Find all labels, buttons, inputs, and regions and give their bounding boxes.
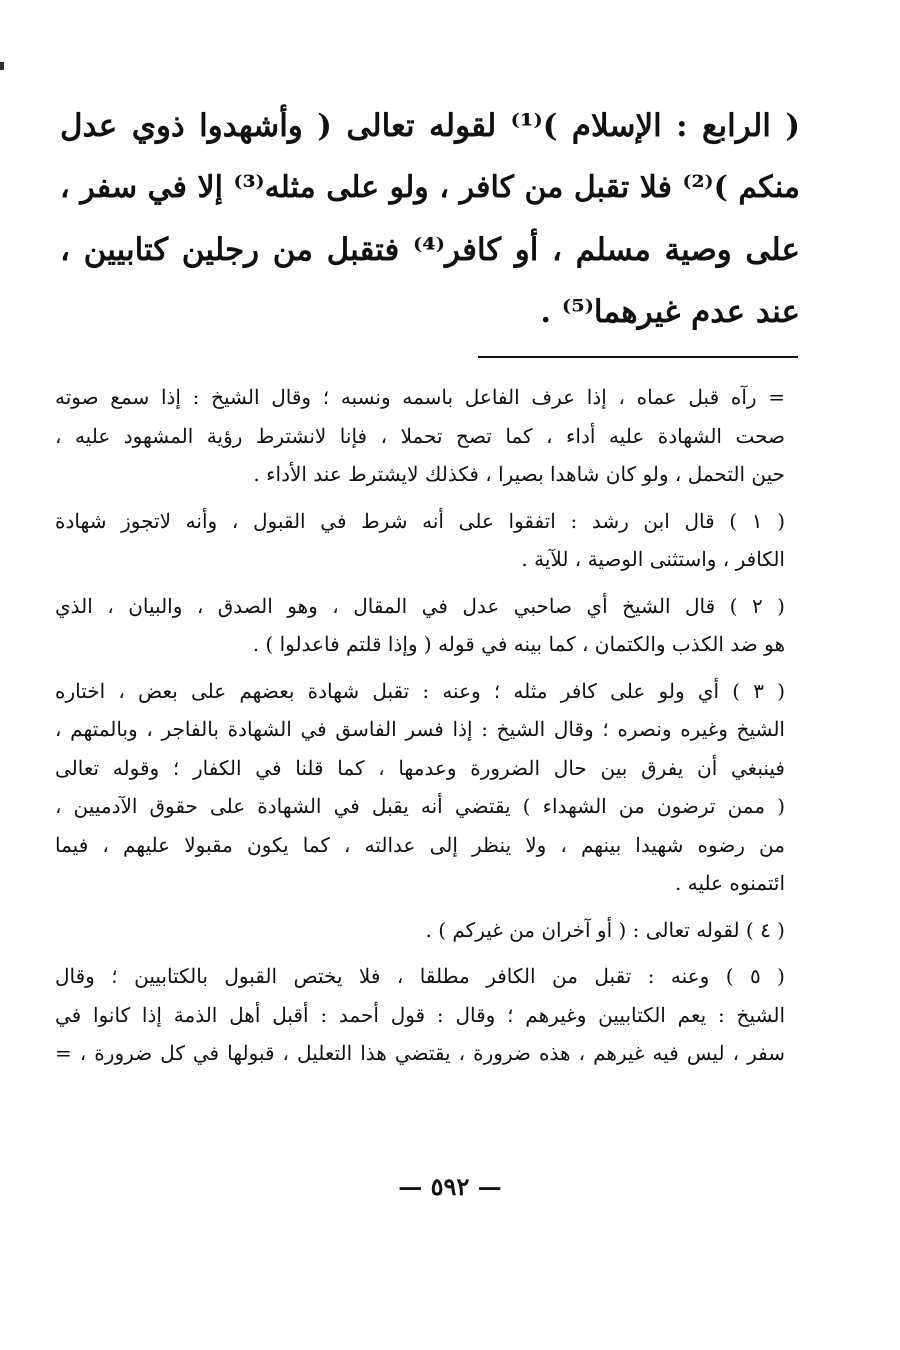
main-text	[60, 95, 800, 343]
footnote-line: ( ١ ) قال ابن رشد : اتفقوا على أنه شرط في القبول ، وأنه لاتجوز شهادة	[55, 508, 785, 533]
footnote-line: ( ٢ ) قال الشيخ أي صاحبي عدل في المقال ، وهو الصدق ، والبيان ، الذي	[55, 593, 785, 618]
footnote-line: حين التحمل ، ولو كان شاهدا بصيرا ، فكذلك لايشترط عند الأداء .	[253, 462, 785, 486]
footnote-line: ( ٣ ) أي ولو على كافر مثله ؛ وعنه : تقبل شهادة بعضهم على بعض ، اختاره	[55, 678, 786, 703]
footnote-2	[55, 587, 785, 664]
main-line: على وصية مسلم ، أو كافر⁽⁴⁾ فتقبل من رجلين كتابيين ،	[60, 232, 801, 268]
footnote-line: الشيخ وغيره ونصره ؛ وقال الشيخ : إذا فسر الفاسق في الشهادة بالفاجر ، وبالمتهم ،	[55, 717, 785, 741]
main-line: عند عدم غيرهما⁽⁵⁾ .	[540, 294, 800, 330]
footnote-line: الكافر ، واستثنى الوصية ، للآية .	[521, 547, 785, 571]
footnote-line: فينبغي أن يفرق بين حال الضرورة وعدمها ، كما قلنا في الكفار ؛ وقوله تعالى	[55, 755, 785, 780]
margin-mark	[0, 62, 4, 70]
page-number: — ٥٩٢ —	[398, 1172, 502, 1201]
main-paragraph	[60, 95, 800, 343]
footnote-line: هو ضد الكذب والكتمان ، كما بينه في قوله ( وإذا قلتم فاعدلوا ) .	[252, 632, 785, 656]
main-line: ( الرابع : الإسلام )⁽¹⁾ لقوله تعالى ( وأشهدوا ذوي عدل	[60, 108, 800, 144]
footnote-1	[55, 502, 785, 579]
footnote-line: = رآه قبل عماه ، إذا عرف الفاعل باسمه ونسبه ؛ وقال الشيخ : إذا سمع صوته	[55, 385, 785, 409]
footnote-continued	[55, 378, 785, 494]
footnote-line: ( ٤ ) لقوله تعالى : ( أو آخران من غيركم ) .	[425, 917, 785, 942]
footnote-line: سفر ، ليس فيه غيرهم ، هذه ضرورة ، يقتضي هذا التعليل ، قبولها في كل ضرورة ، =	[55, 1041, 785, 1065]
footnote-line: صحت الشهادة عليه أداء ، كما تصح تحملا ، فإنا لانشترط رؤية المشهود عليه ،	[55, 423, 785, 448]
footnote-line: ائتمنوه عليه .	[675, 871, 785, 895]
footnote-line: من رضوه شهيدا بينهم ، ولا ينظر إلى عدالته ، كما يكون مقبولا عليهم ، فيما	[55, 832, 785, 857]
footnotes	[55, 378, 785, 1081]
footnote-line: الشيخ : يعم الكتابيين وغيرهم ؛ وقال : قول أحمد : أقبل أهل الذمة إذا كانوا في	[55, 1002, 785, 1027]
footnote-line: ( ممن ترضون من الشهداء ) يقتضي أنه يقبل في الشهادة على حقوق الآدميين ،	[55, 794, 785, 818]
footnote-4	[55, 911, 785, 950]
footnote-5	[55, 957, 785, 1073]
footnote-3	[55, 672, 785, 903]
footnote-separator	[478, 356, 798, 358]
footnote-line: ( ٥ ) وعنه : تقبل من الكافر مطلقا ، فلا يختص القبول بالكتابيين ؛ وقال	[55, 964, 785, 988]
main-line: منكم )⁽²⁾ فلا تقبل من كافر ، ولو على مثله⁽³⁾ إلا في سفر ،	[60, 170, 800, 205]
